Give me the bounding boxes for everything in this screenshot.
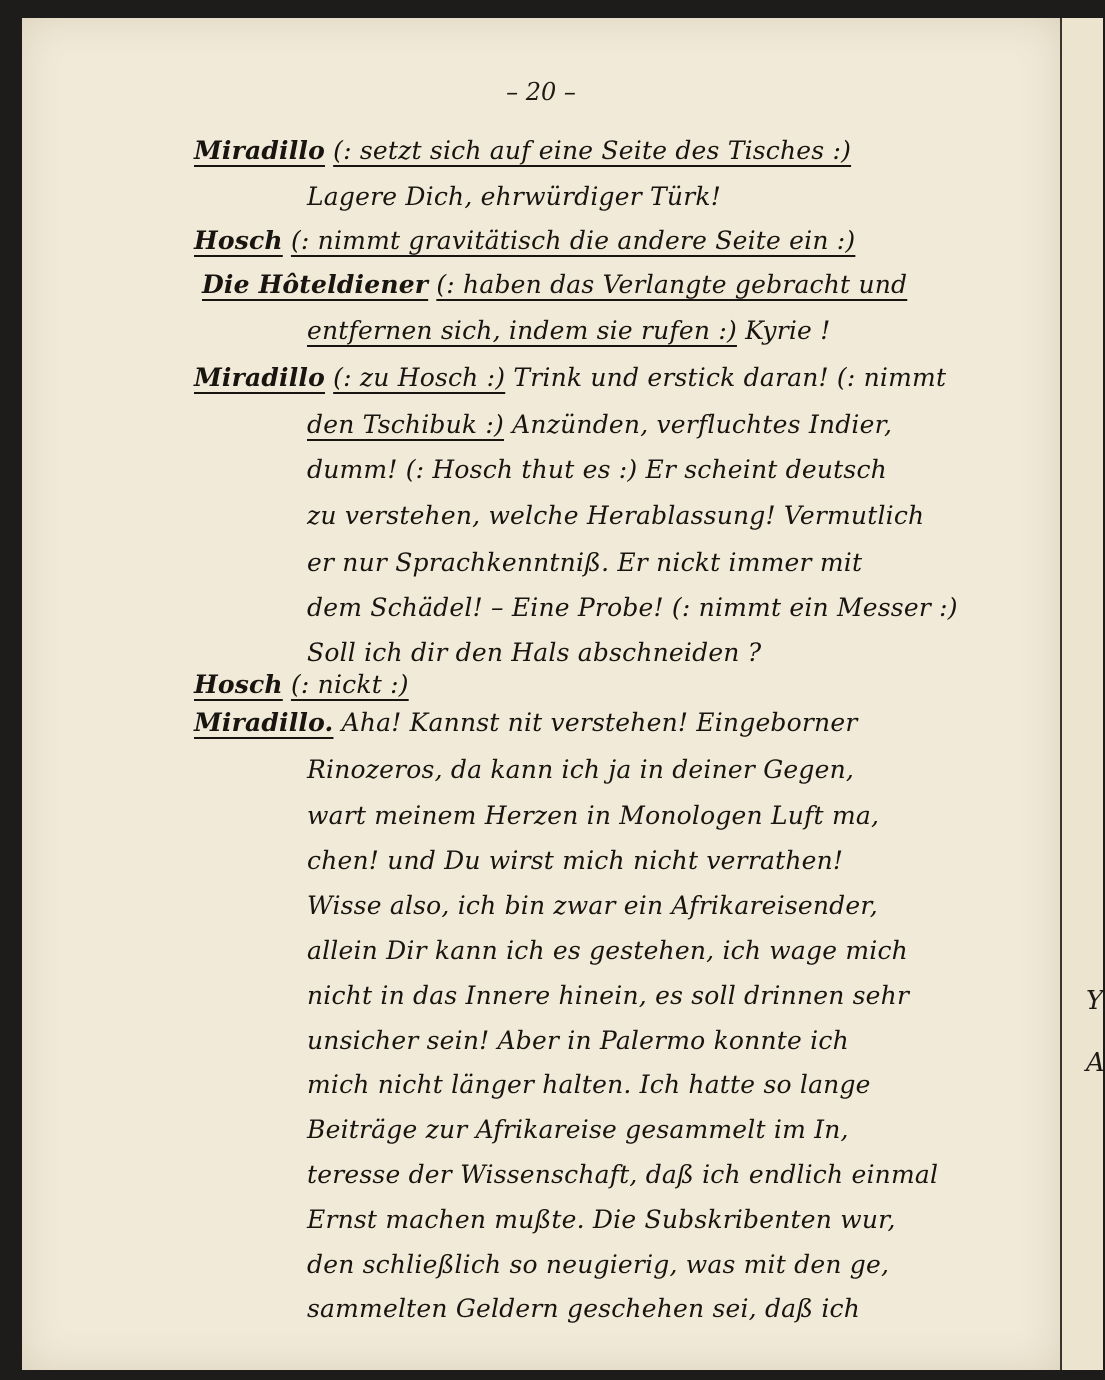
dialogue-text: teresse der Wissenschaft, daß ich endlich einmal [307,1160,939,1189]
speaker-name: Miradillo. [194,708,334,737]
manuscript-line [307,936,908,965]
manuscript-line [307,182,721,211]
dialogue-text: Beiträge zur Afrikareise gesammelt im In, [307,1115,849,1144]
manuscript-line [194,708,858,737]
manuscript-page [22,18,1060,1370]
dialogue-text: Ernst machen mußte. Die Subskribenten wur, [307,1205,896,1234]
dialogue-text: Kyrie ! [736,316,831,345]
dialogue-text: Rinozeros, da kann ich ja in deiner Gegen, [307,755,855,784]
manuscript-line [307,755,854,784]
dialogue-text: dem Schädel! – Eine Probe! (: nimmt ein Messer :) [307,593,958,622]
manuscript-line [194,363,946,392]
dialogue-text: unsicher sein! Aber in Palermo konnte ich [307,1026,849,1055]
dialogue-text: er nur Sprachkenntniß. Er nickt immer mit [307,548,863,577]
speaker-name: Hosch [194,670,283,699]
speaker-name: Miradillo [194,363,325,392]
manuscript-line [307,455,887,484]
manuscript-line [307,1070,871,1099]
manuscript-line [307,801,879,830]
dialogue-text: Anzünden, verfluchtes Indier, [504,410,893,439]
manuscript-line [307,638,761,667]
manuscript-line [194,670,409,699]
dialogue-text: mich nicht länger halten. Ich hatte so lange [307,1070,871,1099]
adjacent-page-fragment: Y [1086,986,1104,1016]
dialogue-text: allein Dir kann ich es gestehen, ich wage mich [307,936,908,965]
dialogue-text: wart meinem Herzen in Monologen Luft ma, [307,801,880,830]
dialogue-text: Lagere Dich, ehrwürdiger Türk! [307,182,721,211]
manuscript-line [307,410,892,439]
stage-direction: (: haben das Verlangte gebracht und [436,270,908,299]
manuscript-line [307,1250,889,1279]
manuscript-line [307,1294,860,1323]
dialogue-text: sammelten Geldern geschehen sei, daß ich [307,1294,861,1323]
manuscript-line [194,226,855,255]
speaker-name: Hosch [194,226,283,255]
manuscript-line [307,891,878,920]
dialogue-text: Trink und erstick daran! (: nimmt [505,363,947,392]
stage-direction: (: setzt sich auf eine Seite des Tisches :) [333,136,852,165]
manuscript-line [307,1205,896,1234]
dialogue-text: den schließlich so neugierig, was mit den ge, [307,1250,890,1279]
manuscript-line [307,1115,849,1144]
manuscript-line [307,981,909,1010]
stage-direction: den Tschibuk :) [307,410,505,439]
page-number: – 20 – [506,78,576,106]
speaker-name: Die Hôteldiener [202,270,429,299]
manuscript-line [307,1026,849,1055]
manuscript-line [307,846,843,875]
manuscript-line [202,270,907,299]
stage-direction: entfernen sich, indem sie rufen :) [307,316,737,345]
manuscript-line [194,136,851,165]
dialogue-text: zu verstehen, welche Herablassung! Vermutlich [307,501,925,530]
manuscript-line [307,1160,938,1189]
manuscript-line [307,501,924,530]
adjacent-page-fragment: A [1086,1048,1105,1078]
manuscript-line [307,593,958,622]
dialogue-text: chen! und Du wirst mich nicht verrathen! [307,846,844,875]
stage-direction: (: nickt :) [290,670,409,699]
adjacent-page-edge [1060,18,1103,1370]
dialogue-text: nicht in das Innere hinein, es soll drinnen sehr [307,981,910,1010]
stage-direction: (: nimmt gravitätisch die andere Seite ein :) [290,226,856,255]
speaker-name: Miradillo [194,136,325,165]
stage-direction: (: zu Hosch :) [333,363,506,392]
manuscript-line [307,316,830,345]
dialogue-text: Wisse also, ich bin zwar ein Afrikareisender, [307,891,878,920]
dialogue-text: Aha! Kannst nit verstehen! Eingeborner [341,708,858,737]
manuscript-line [307,548,862,577]
dialogue-text: dumm! (: Hosch thut es :) Er scheint deutsch [307,455,887,484]
dialogue-text: Soll ich dir den Hals abschneiden ? [307,638,762,667]
